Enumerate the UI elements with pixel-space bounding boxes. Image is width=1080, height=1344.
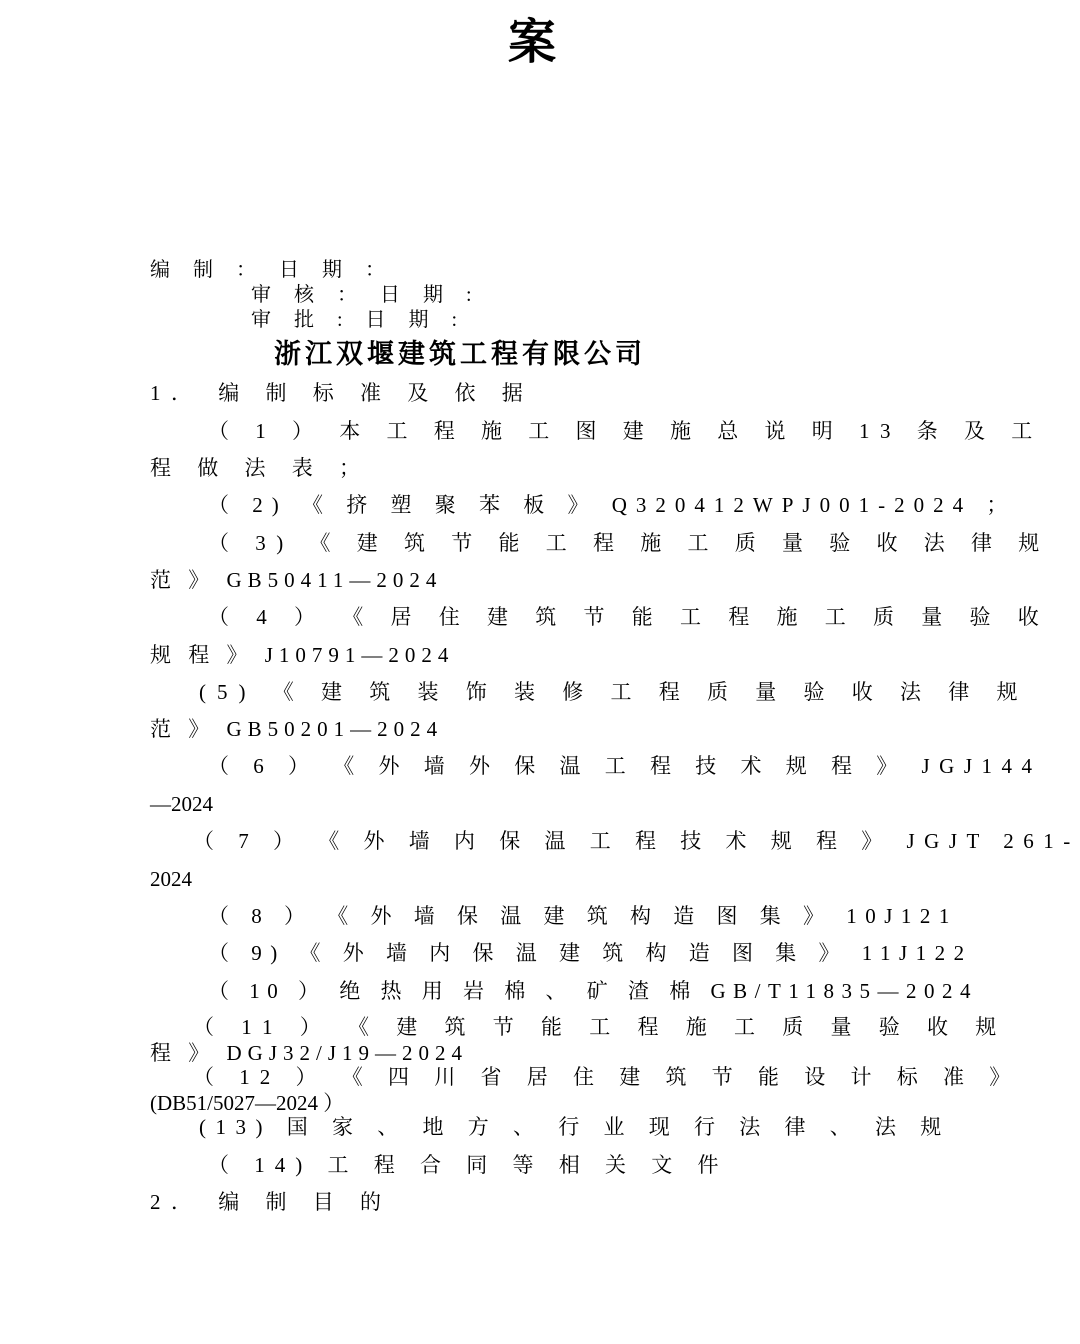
reference-item-continuation: 范 》 GB50201—2024: [150, 717, 444, 741]
reference-item: （ 4 ） 《 居 住 建 筑 节 能 工 程 施 工 质 量 验 收: [208, 605, 1050, 629]
reference-item: (5) 《 建 筑 装 饰 装 修 工 程 质 量 验 收 法 律 规: [199, 680, 1029, 704]
reference-item: （ 2) 《 挤 塑 聚 苯 板 》 Q320412WPJ001-2024 ；: [208, 493, 1017, 517]
document-title-fragment: 案: [508, 14, 557, 70]
reference-item: （ 9) 《 外 墙 内 保 温 建 筑 构 造 图 集 》 11J122: [208, 941, 973, 965]
reference-item: （ 3) 《 建 筑 节 能 工 程 施 工 质 量 验 收 法 律 规: [208, 531, 1050, 555]
signoff-review-line: 审 核 ： 日 期 :: [251, 284, 481, 306]
reference-item-continuation: 程 做 法 表 ；: [150, 456, 371, 480]
reference-item: (13) 国 家 、 地 方 、 行 业 现 行 法 律 、 法 规: [199, 1115, 951, 1139]
reference-item: （ 7 ） 《 外 墙 内 保 温 工 程 技 术 规 程 》 JGJT 261-: [193, 829, 1080, 853]
reference-item-continuation: 规 程 》 J10791—2024: [150, 643, 455, 667]
reference-item-continuation: 2024: [150, 867, 192, 891]
reference-item: （ 10 ） 绝 热 用 岩 棉 、 矿 渣 棉 GB/T11835—2024: [208, 979, 979, 1003]
reference-item: （ 11 ） 《 建 筑 节 能 工 程 施 工 质 量 验 收 规: [193, 1015, 1008, 1039]
signoff-compile-line: 编 制 ： 日 期 ：: [150, 259, 394, 281]
reference-item-continuation: (DB51/5027—2024 ）: [150, 1091, 345, 1115]
section-heading: 1． 编 制 标 准 及 依 据: [150, 381, 534, 405]
reference-item-continuation: 程 》 DGJ32/J19—2024: [150, 1041, 469, 1065]
reference-item: （ 14) 工 程 合 同 等 相 关 文 件: [208, 1153, 729, 1177]
reference-item: （ 1 ） 本 工 程 施 工 图 建 施 总 说 明 13 条 及 工: [208, 419, 1043, 443]
section-heading: 2． 编 制 目 的: [150, 1190, 392, 1214]
reference-item-continuation: —2024: [150, 792, 213, 816]
reference-item: （ 6 ） 《 外 墙 外 保 温 工 程 技 术 规 程 》 JGJ144: [208, 754, 1042, 778]
reference-item: （ 12 ） 《 四 川 省 居 住 建 筑 节 能 设 计 标 准 》: [193, 1065, 1021, 1089]
reference-item-continuation: 范 》 GB50411—2024: [150, 568, 443, 592]
reference-item: （ 8 ） 《 外 墙 保 温 建 筑 构 造 图 集 》 10J121: [208, 904, 958, 928]
signoff-approve-line: 审 批 : 日 期 :: [251, 309, 467, 331]
company-name: 浙江双堰建筑工程有限公司: [274, 339, 646, 370]
